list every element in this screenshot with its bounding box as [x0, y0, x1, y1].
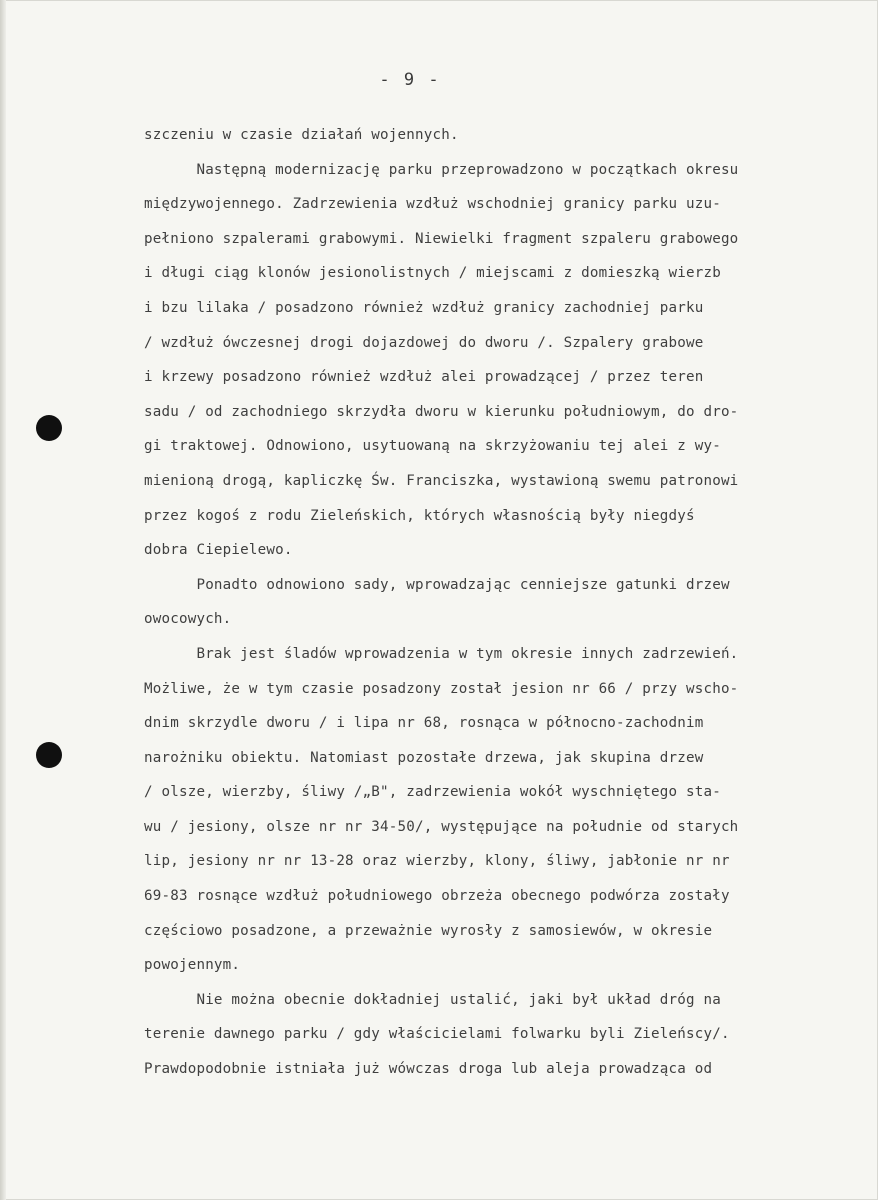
text-line: pełniono szpalerami grabowymi. Niewielki fragment szpaleru grabowego — [144, 230, 739, 247]
text-line: międzywojennego. Zadrzewienia wzdłuż wschodniej granicy parku uzu- — [144, 196, 721, 213]
text-line: i bzu lilaka / posadzono również wzdłuż granicy zachodniej parku — [144, 299, 704, 316]
text-line: wu / jesiony, olsze nr nr 34-50/, występujące na południe od starych — [144, 818, 739, 835]
text-line: Nie można obecnie dokładniej ustalić, jaki był układ dróg na — [144, 991, 721, 1008]
text-line: przez kogoś z rodu Zieleńskich, których własnością były niegdyś — [144, 507, 695, 524]
text-line: owocowych. — [144, 611, 232, 628]
text-line: i krzewy posadzono również wzdłuż alei prowadzącej / przez teren — [144, 369, 704, 386]
text-line: Prawdopodobnie istniała już wówczas droga lub aleja prowadząca od — [144, 1061, 713, 1078]
text-line: Ponadto odnowiono sady, wprowadzając cenniejsze gatunki drzew — [144, 576, 730, 593]
text-line: powojennym. — [144, 957, 241, 974]
text-line: / olsze, wierzby, śliwy /„B", zadrzewienia wokół wyschniętego sta- — [144, 784, 721, 801]
text-line: lip, jesiony nr nr 13-28 oraz wierzby, klony, śliwy, jabłonie nr nr — [144, 853, 730, 870]
paper-edge — [0, 0, 6, 1200]
text-line: częściowo posadzone, a przeważnie wyrosły z samosiewów, w okresie — [144, 922, 713, 939]
text-line: mienioną drogą, kapliczkę Św. Franciszka, wystawioną swemu patronowi — [144, 472, 739, 489]
punch-hole — [36, 415, 62, 441]
text-line: terenie dawnego parku / gdy właścicielami folwarku byli Zieleńscy/. — [144, 1026, 730, 1043]
text-line: dobra Ciepielewo. — [144, 542, 293, 559]
text-line: Następną modernizację parku przeprowadzono w początkach okresu — [144, 161, 739, 178]
text-line: 69-83 rosnące wzdłuż południowego obrzeża obecnego podwórza zostały — [144, 888, 730, 905]
text-line: dnim skrzydle dworu / i lipa nr 68, rosnąca w północno-zachodnim — [144, 715, 704, 732]
page-number: - 9 - — [379, 70, 441, 90]
text-line: i długi ciąg klonów jesionolistnych / miejscami z domieszką wierzb — [144, 265, 721, 282]
text-line: szczeniu w czasie działań wojennych. — [144, 127, 459, 143]
text-line: narożniku obiektu. Natomiast pozostałe drzewa, jak skupina drzew — [144, 749, 704, 766]
text-line: sadu / od zachodniego skrzydła dworu w kierunku południowym, do dro- — [144, 403, 739, 420]
text-line: Brak jest śladów wprowadzenia w tym okresie innych zadrzewień. — [144, 645, 739, 662]
text-line: gi traktowej. Odnowiono, usytuowaną na skrzyżowaniu tej alei z wy- — [144, 438, 721, 455]
body-text — [144, 118, 844, 1087]
text-line: Możliwe, że w tym czasie posadzony został jesion nr 66 / przy wscho- — [144, 680, 739, 697]
punch-hole — [36, 742, 62, 768]
text-line: / wzdłuż ówczesnej drogi dojazdowej do dworu /. Szpalery grabowe — [144, 334, 704, 351]
